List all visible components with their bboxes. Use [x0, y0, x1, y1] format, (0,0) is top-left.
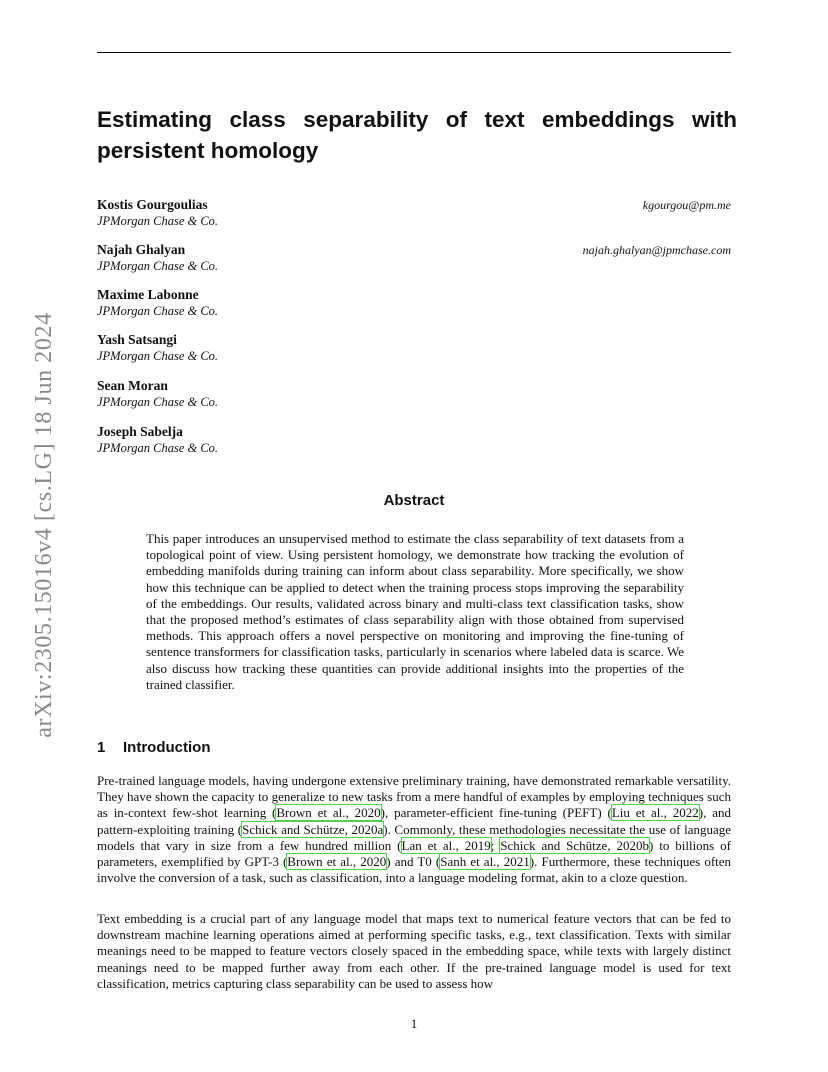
citation-link[interactable]: Schick and Schütze, 2020b — [500, 837, 649, 853]
author-block — [97, 332, 731, 364]
intro-paragraph — [97, 773, 731, 886]
author-block — [97, 378, 731, 410]
paper-title: Estimating class separability of text embeddings with persistent homology — [97, 107, 737, 163]
arxiv-identifier[interactable]: arXiv:2305.15016v4 [cs.LG] 18 Jun 2024 — [31, 312, 57, 738]
author-block — [97, 242, 731, 274]
paragraph-text: ; — [490, 837, 501, 853]
paragraph-text: ). Furthermore, these techniques often involve the conversion of a task, such as classification, into a language modeling format, akin to a cloze question. — [97, 854, 732, 886]
paragraph-text: ), and pattern-exploiting training ( — [97, 805, 731, 837]
citation-link[interactable]: Brown et al., 2020 — [276, 805, 381, 821]
citation-link[interactable]: Schick and Schütze, 2020a — [242, 821, 384, 837]
author-name: Najah Ghalyan — [97, 242, 186, 257]
header-rule — [97, 52, 731, 53]
paragraph-text: ). Commonly, these methodologies necessitate the use of language models that vary in size from a few hundred million ( — [97, 821, 732, 853]
citation-link[interactable]: Liu et al., 2022 — [611, 805, 699, 821]
author-name: Maxime Labonne — [97, 287, 199, 302]
paragraph-text: ) to billions of parameters, exemplified by GPT-3 ( — [97, 837, 731, 870]
citation-link[interactable]: Lan et al., 2019 — [401, 837, 491, 853]
author-name: Joseph Sabelja — [97, 424, 183, 439]
author-name: Kostis Gourgoulias — [97, 197, 208, 212]
author-block — [97, 287, 731, 319]
author-name: Yash Satsangi — [97, 332, 177, 347]
intro-paragraph: Text embedding is a crucial part of any language model that maps text to numerical feature vectors that can be fed to downstream machine learning operations aimed at performing specific tasks, e.g., text classification. Texts with similar meanings need to be mapped to feature vectors closely spaced in the embedding space, while texts with largely distinct meanings need to be mapped further away from each other. If the pre-trained language model is used for text classification, metrics capturing class separability can be used to assess how — [97, 911, 731, 991]
abstract-text: This paper introduces an unsupervised method to estimate the class separability of text datasets from a topological point of view. Using persistent homology, we demonstrate how tracking the evolution of embedding manifolds during training can inform about class separability. More specifically, we show how this technique can be applied to detect when the training process stops improving the separability of the embeddings. Our results, validated across binary and multi-class text classification tasks, show that the proposed method’s estimates of class separability align with those obtained from supervised methods. This approach offers a novel perspective on monitoring and improving the fine-tuning of sentence transformers for classification tasks, particularly in scenarios where labeled data is scarce. We also discuss how tracking these quantities can provide additional insights into the properties of the trained classifier. — [146, 531, 684, 692]
author-block — [97, 424, 731, 456]
author-affiliation: JPMorgan Chase & Co. — [97, 441, 219, 455]
paragraph-text: Pre-trained language models, having undergone extensive preliminary training, have demonstrated remarkable versatility. They have shown the capacity to generalize to new tasks from a mere handful of examples by employing techniques such as in-context few-shot learning ( — [97, 773, 731, 821]
author-affiliation: JPMorgan Chase & Co. — [97, 214, 219, 228]
paragraph-text: ), parameter-efficient fine-tuning (PEFT) ( — [380, 805, 612, 821]
section-number: 1 — [97, 739, 106, 756]
citation-link[interactable]: Sanh et al., 2021 — [440, 854, 530, 870]
author-block — [97, 197, 731, 229]
author-email[interactable]: najah.ghalyan@jpmchase.com — [582, 243, 731, 257]
paragraph-text: ) and T0 ( — [386, 854, 441, 870]
section-heading — [97, 738, 497, 758]
author-name: Sean Moran — [97, 378, 168, 393]
author-affiliation: JPMorgan Chase & Co. — [97, 304, 219, 318]
author-affiliation: JPMorgan Chase & Co. — [97, 349, 219, 363]
author-affiliation: JPMorgan Chase & Co. — [97, 259, 219, 273]
page-number: 1 — [410, 1016, 418, 1031]
citation-link[interactable]: Brown et al., 2020 — [287, 854, 387, 870]
author-affiliation: JPMorgan Chase & Co. — [97, 395, 219, 409]
section-title: Introduction — [123, 739, 211, 756]
abstract-heading: Abstract — [383, 492, 445, 509]
author-email[interactable]: kgourgou@pm.me — [642, 198, 731, 212]
